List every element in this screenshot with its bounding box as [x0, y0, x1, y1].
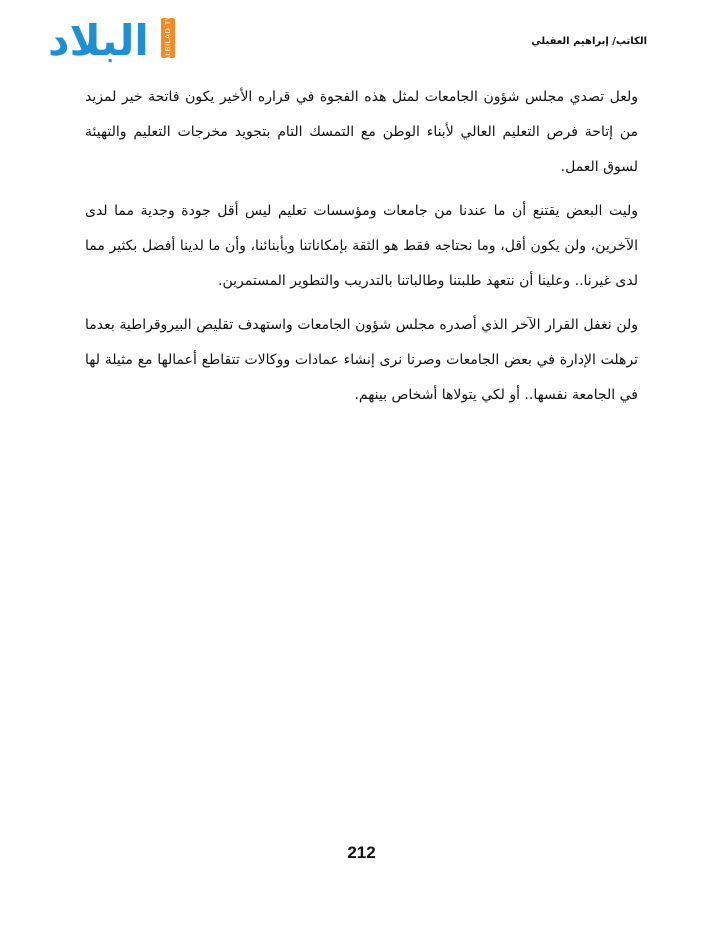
- albilad-logo: [48, 16, 149, 66]
- article-paragraph-1: ولعل تصدي مجلس شؤون الجامعات لمثل هذه الفجوة في قراره الأخير يكون فاتحة خير لمزيد من إتاحة فرص التعليم العالي لأبناء الوطن مع التمسك التام بتجويد مخرجات التعليم والتهيئة لسوق العمل.: [85, 89, 638, 175]
- logo-badge-label: ALBILAD TV: [164, 14, 172, 62]
- logo-badge: [161, 14, 175, 62]
- article-body: [85, 80, 638, 422]
- article-paragraph-3: ولن نغفل القرار الآخر الذي أصدره مجلس شؤون الجامعات واستهدف تقليص البيروقراطية بعدما ترهلت الإدارة في بعض الجامعات وصرنا نرى إنشاء عمادات ووكالات تتقاطع أعمالها مع مثيلة لها في الجامعة نفسها.. أو لكي يتولاها أشخاص بينهم.: [85, 317, 638, 403]
- logo-text: البلاد: [48, 16, 149, 65]
- author-byline: الكاتب/ إبراهيم العقيلي: [531, 36, 647, 47]
- article-paragraph-2: وليت البعض يقتنع أن ما عندنا من جامعات ومؤسسات تعليم ليس أقل جودة وجدية مما لدى الآخرين، ولن يكون أقل، وما نحتاجه فقط هو الثقة بإمكاناتنا وبأبنائنا، وأن ما لدينا أفضل بكثير مما لدى غيرنا.. وعلينا أن نتعهد طلبتنا وطالباتنا بالتدريب والتطوير المستمرين.: [85, 203, 638, 289]
- page-header: [48, 14, 647, 68]
- page-number: 212: [347, 843, 376, 862]
